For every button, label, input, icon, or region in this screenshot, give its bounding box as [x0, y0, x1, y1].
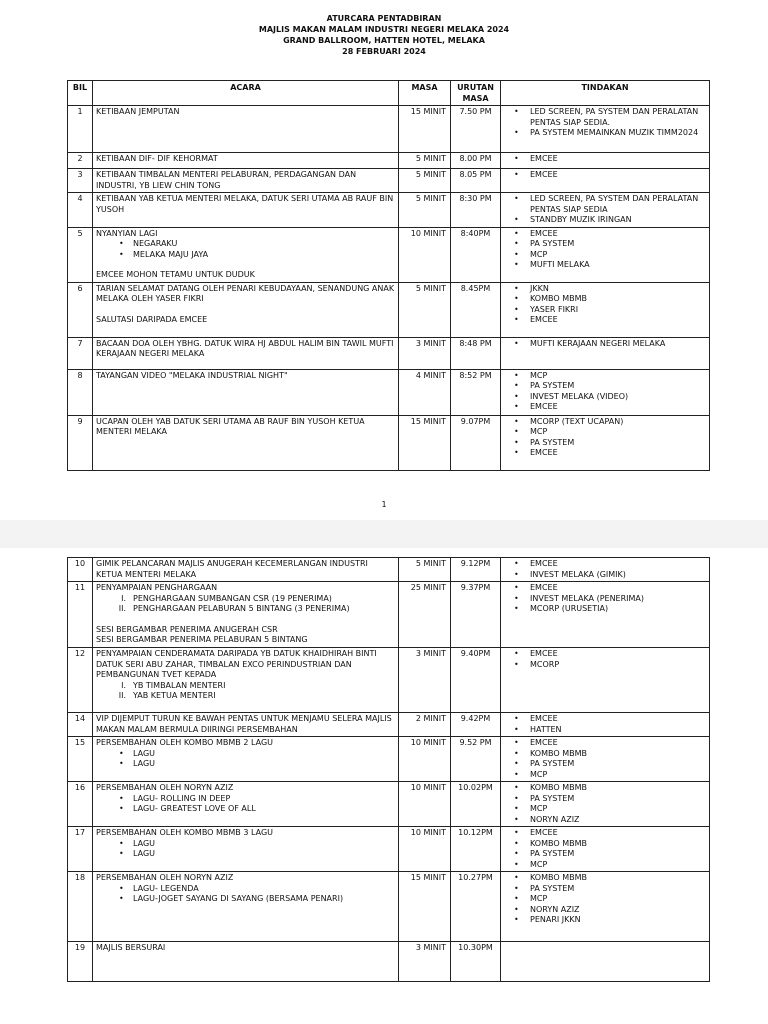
row-masa: 5 MINIT	[399, 153, 451, 169]
row-urutan: 9.42PM	[451, 713, 501, 737]
tindakan-list	[504, 371, 706, 413]
spacer	[96, 615, 395, 625]
row-acara	[93, 713, 399, 737]
row-masa: 3 MINIT	[399, 648, 451, 713]
tindakan-list	[504, 649, 706, 670]
row-bil: 17	[68, 827, 93, 872]
table-body-1	[68, 106, 710, 471]
tindakan-list	[504, 559, 706, 580]
acara-note: SALUTASI DARIPADA EMCEE	[96, 314, 208, 324]
acara-text: TAYANGAN VIDEO "MELAKA INDUSTRIAL NIGHT"	[96, 370, 288, 380]
acara-list-item: • LAGU- LEGENDA	[96, 884, 395, 895]
row-bil: 2	[68, 153, 93, 169]
row-bil: 16	[68, 782, 93, 827]
tindakan-item: • INVEST MELAKA (PENERIMA)	[504, 594, 706, 605]
tindakan-item: • MCP	[504, 371, 706, 382]
tindakan-list	[504, 229, 706, 271]
row-tindakan	[501, 827, 710, 872]
table-row	[68, 582, 710, 648]
col-header-tindakan: TINDAKAN	[501, 81, 710, 106]
tindakan-list	[504, 873, 706, 926]
row-acara	[93, 582, 399, 648]
tindakan-item: • YASER FIKRI	[504, 305, 706, 316]
tindakan-item: • JKKN	[504, 284, 706, 295]
item-number: II.	[118, 691, 126, 700]
tindakan-item: • EMCEE	[504, 828, 706, 839]
col-header-acara: ACARA	[93, 81, 399, 106]
tindakan-list	[504, 417, 706, 459]
acara-text: MAJLIS BERSURAI	[96, 943, 166, 952]
tindakan-item: • MCP	[504, 804, 706, 815]
row-masa: 25 MINIT	[399, 582, 451, 648]
row-masa: 10 MINIT	[399, 737, 451, 782]
row-bil: 14	[68, 713, 93, 737]
acara-list-item: • LAGU	[96, 839, 395, 850]
row-masa: 3 MINIT	[399, 942, 451, 982]
item-number: I.	[121, 593, 126, 603]
row-masa: 5 MINIT	[399, 558, 451, 582]
acara-text: KETIBAAN TIMBALAN MENTERI PELABURAN, PERDAGANGAN DAN INDUSTRI, YB LIEW CHIN TONG	[96, 170, 357, 190]
row-urutan: 8.45PM	[451, 282, 501, 337]
schedule-table-1	[67, 80, 710, 471]
item-number: I.	[121, 680, 126, 690]
col-header-urutan: URUTAN MASA	[451, 81, 501, 106]
row-urutan: 7.50 PM	[451, 106, 501, 153]
row-acara	[93, 337, 399, 369]
table-body-2	[68, 558, 710, 982]
tindakan-list	[504, 738, 706, 780]
table-row	[68, 558, 710, 582]
row-tindakan	[501, 782, 710, 827]
tindakan-item: • MUFTI MELAKA	[504, 260, 706, 271]
acara-text: KETIBAAN DIF- DIF KEHORMAT	[96, 154, 218, 163]
row-tindakan	[501, 713, 710, 737]
row-acara	[93, 737, 399, 782]
page-gap	[0, 520, 768, 548]
tindakan-item: • MCORP (TEXT UCAPAN)	[504, 417, 706, 428]
tindakan-item: • EMCEE	[504, 738, 706, 749]
tindakan-item: • INVEST MELAKA (GIMIK)	[504, 570, 706, 581]
tindakan-item: • EMCEE	[504, 170, 706, 181]
acara-note: EMCEE MOHON TETAMU UNTUK DUDUK	[96, 270, 255, 279]
tindakan-list	[504, 154, 706, 165]
tindakan-item: • EMCEE	[504, 448, 706, 459]
tindakan-item: • EMCEE	[504, 559, 706, 570]
row-acara	[93, 369, 399, 415]
row-urutan: 8.05 PM	[451, 169, 501, 193]
row-acara	[93, 782, 399, 827]
row-tindakan	[501, 558, 710, 582]
row-urutan: 8.00 PM	[451, 153, 501, 169]
acara-list	[96, 749, 395, 770]
row-bil: 12	[68, 648, 93, 713]
tindakan-item: • EMCEE	[504, 315, 706, 326]
tindakan-item: • MCP	[504, 427, 706, 438]
acara-text: PENYAMPAIAN CENDERAMATA DARIPADA YB DATUK KHAIDHIRAH BINTI DATUK SERI ABU ZAHAR, TIMBALAN EXCO PERINDUSTRIAN DAN PEMBANGUNAN TVET KEPADA	[96, 649, 377, 679]
tindakan-item: • EMCEE	[504, 649, 706, 660]
acara-text: KETIBAAN YAB KETUA MENTERI MELAKA, DATUK SERI UTAMA AB RAUF BIN YUSOH	[96, 194, 394, 214]
row-acara	[93, 827, 399, 872]
row-masa: 4 MINIT	[399, 369, 451, 415]
acara-numbered-item	[96, 594, 395, 605]
table-row	[68, 782, 710, 827]
row-urutan: 9.40PM	[451, 648, 501, 713]
acara-note: SESI BERGAMBAR PENERIMA ANUGERAH CSR	[96, 624, 278, 634]
acara-numbered-item	[96, 691, 395, 702]
acara-text: TARIAN SELAMAT DATANG OLEH PENARI KEBUDAYAAN, SENANDUNG ANAK MELAKA OLEH YASER FIKRI	[96, 283, 395, 303]
table-row	[68, 648, 710, 713]
acara-text: PERSEMBAHAN OLEH NORYN AZIZ	[96, 873, 234, 882]
acara-list	[96, 794, 395, 815]
acara-text: PERSEMBAHAN OLEH NORYN AZIZ	[96, 783, 234, 792]
row-masa: 3 MINIT	[399, 337, 451, 369]
acara-list	[96, 239, 395, 260]
tindakan-item: • MCORP	[504, 660, 706, 671]
tindakan-item: • PA SYSTEM	[504, 794, 706, 805]
tindakan-item: • MCP	[504, 894, 706, 905]
table-row	[68, 827, 710, 872]
acara-text: PENYAMPAIAN PENGHARGAAN	[96, 583, 218, 592]
acara-list-item: • LAGU-JOGET SAYANG DI SAYANG (BERSAMA PENARI)	[96, 894, 395, 905]
tindakan-item: • PENARI JKKN	[504, 915, 706, 926]
row-bil: 18	[68, 872, 93, 942]
tindakan-item: • PA SYSTEM	[504, 884, 706, 895]
table-row	[68, 737, 710, 782]
row-urutan: 8:52 PM	[451, 369, 501, 415]
acara-text: UCAPAN OLEH YAB DATUK SERI UTAMA AB RAUF BIN YUSOH KETUA MENTERI MELAKA	[96, 416, 365, 436]
acara-numbered-item	[96, 604, 395, 615]
spacer	[96, 260, 395, 270]
row-urutan: 10.02PM	[451, 782, 501, 827]
row-tindakan	[501, 737, 710, 782]
row-bil: 4	[68, 193, 93, 228]
tindakan-list	[504, 828, 706, 870]
tindakan-item: • MCORP (URUSETIA)	[504, 604, 706, 615]
acara-list-item: • LAGU	[96, 759, 395, 770]
tindakan-item: • LED SCREEN, PA SYSTEM DAN PERALATAN PENTAS SIAP SEDIA	[504, 194, 706, 215]
row-bil: 19	[68, 942, 93, 982]
tindakan-item: • KOMBO MBMB	[504, 294, 706, 305]
row-acara	[93, 106, 399, 153]
row-acara	[93, 415, 399, 470]
row-tindakan	[501, 193, 710, 228]
tindakan-list	[504, 339, 706, 350]
acara-list-item: • LAGU- GREATEST LOVE OF ALL	[96, 804, 395, 815]
acara-list	[96, 884, 395, 905]
row-tindakan	[501, 169, 710, 193]
row-urutan: 9.07PM	[451, 415, 501, 470]
acara-list	[96, 839, 395, 860]
row-masa: 10 MINIT	[399, 227, 451, 282]
acara-numbered-list	[96, 594, 395, 615]
row-masa: 5 MINIT	[399, 193, 451, 228]
header-line-1: ATURCARA PENTADBIRAN	[326, 14, 442, 23]
acara-list-item: • LAGU- ROLLING IN DEEP	[96, 794, 395, 805]
tindakan-list	[504, 583, 706, 615]
row-acara	[93, 193, 399, 228]
tindakan-item: • HATTEN	[504, 725, 706, 736]
tindakan-item: • PA SYSTEM	[504, 239, 706, 250]
row-bil: 7	[68, 337, 93, 369]
tindakan-item: • KOMBO MBMB	[504, 749, 706, 760]
tindakan-item: • KOMBO MBMB	[504, 839, 706, 850]
table-row	[68, 337, 710, 369]
row-acara	[93, 227, 399, 282]
tindakan-item: • EMCEE	[504, 714, 706, 725]
table-row	[68, 153, 710, 169]
acara-text: PERSEMBAHAN OLEH KOMBO MBMB 3 LAGU	[96, 828, 273, 837]
table-row	[68, 713, 710, 737]
row-tindakan	[501, 337, 710, 369]
row-acara	[93, 648, 399, 713]
row-tindakan	[501, 106, 710, 153]
table-row	[68, 227, 710, 282]
table-row	[68, 169, 710, 193]
row-bil: 1	[68, 106, 93, 153]
row-acara	[93, 872, 399, 942]
tindakan-item: • KOMBO MBMB	[504, 873, 706, 884]
tindakan-item: • NORYN AZIZ	[504, 815, 706, 826]
acara-list-item: • NEGARAKU	[96, 239, 395, 250]
row-urutan: 10.30PM	[451, 942, 501, 982]
acara-text: NYANYIAN LAGI	[96, 228, 158, 238]
tindakan-list	[504, 194, 706, 226]
row-urutan: 9.12PM	[451, 558, 501, 582]
header-line-3: GRAND BALLROOM, HATTEN HOTEL, MELAKA	[283, 36, 485, 45]
row-masa: 15 MINIT	[399, 415, 451, 470]
row-tindakan	[501, 227, 710, 282]
col-header-bil: BIL	[68, 81, 93, 106]
tindakan-item: • LED SCREEN, PA SYSTEM DAN PERALATAN PENTAS SIAP SEDIA.	[504, 107, 706, 128]
row-urutan: 9.37PM	[451, 582, 501, 648]
acara-list-item: • LAGU	[96, 849, 395, 860]
row-bil: 5	[68, 227, 93, 282]
tindakan-list	[504, 714, 706, 735]
acara-text: GIMIK PELANCARAN MAJLIS ANUGERAH KECEMERLANGAN INDUSTRI KETUA MENTERI MELAKA	[96, 559, 368, 579]
tindakan-list	[504, 284, 706, 326]
acara-list-item: • MELAKA MAJU JAYA	[96, 250, 395, 261]
table-row	[68, 106, 710, 153]
acara-numbered-item	[96, 681, 395, 692]
item-text: PENGHARGAAN PELABURAN 5 BINTANG (3 PENERIMA)	[133, 604, 350, 613]
row-bil: 11	[68, 582, 93, 648]
row-bil: 8	[68, 369, 93, 415]
table-row	[68, 282, 710, 337]
tindakan-list	[504, 170, 706, 181]
item-text: YB TIMBALAN MENTERI	[133, 680, 226, 690]
row-masa: 10 MINIT	[399, 827, 451, 872]
tindakan-item: • MUFTI KERAJAAN NEGERI MELAKA	[504, 339, 706, 350]
acara-text: VIP DIJEMPUT TURUN KE BAWAH PENTAS UNTUK MENJAMU SELERA MAJLIS MAKAN MALAM BERMULA DIIRINGI PERSEMBAHAN	[96, 714, 392, 734]
row-tindakan	[501, 942, 710, 982]
tindakan-item: • NORYN AZIZ	[504, 905, 706, 916]
tindakan-item: • PA SYSTEM	[504, 759, 706, 770]
row-masa: 10 MINIT	[399, 782, 451, 827]
table-header-row	[68, 81, 710, 106]
tindakan-item: • PA SYSTEM MEMAINKAN MUZIK TIMM2024	[504, 128, 706, 139]
acara-text: KETIBAAN JEMPUTAN	[96, 107, 180, 116]
page-number: 1	[381, 500, 387, 509]
tindakan-item: • EMCEE	[504, 229, 706, 240]
row-bil: 10	[68, 558, 93, 582]
row-tindakan	[501, 648, 710, 713]
row-acara	[93, 153, 399, 169]
tindakan-item: • MCP	[504, 860, 706, 871]
row-tindakan	[501, 153, 710, 169]
row-tindakan	[501, 872, 710, 942]
row-urutan: 8:40PM	[451, 227, 501, 282]
row-acara	[93, 169, 399, 193]
row-urutan: 10.12PM	[451, 827, 501, 872]
row-masa: 15 MINIT	[399, 106, 451, 153]
table-row	[68, 942, 710, 982]
tindakan-item: • MCP	[504, 770, 706, 781]
tindakan-item: • INVEST MELAKA (VIDEO)	[504, 392, 706, 403]
row-bil: 3	[68, 169, 93, 193]
row-urutan: 10.27PM	[451, 872, 501, 942]
row-masa: 5 MINIT	[399, 282, 451, 337]
row-tindakan	[501, 415, 710, 470]
col-header-masa: MASA	[399, 81, 451, 106]
row-masa: 15 MINIT	[399, 872, 451, 942]
row-acara	[93, 282, 399, 337]
table-row	[68, 872, 710, 942]
acara-text: BACAAN DOA OLEH YBHG. DATUK WIRA HJ ABDUL HALIM BIN TAWIL MUFTI KERAJAAN NEGERI MELAKA	[96, 338, 394, 358]
spacer	[96, 305, 395, 315]
item-text: YAB KETUA MENTERI	[133, 691, 216, 700]
tindakan-list	[504, 783, 706, 825]
acara-text: PERSEMBAHAN OLEH KOMBO MBMB 2 LAGU	[96, 738, 273, 747]
tindakan-item: • EMCEE	[504, 154, 706, 165]
acara-numbered-list	[96, 681, 395, 702]
item-number: II.	[118, 604, 126, 613]
row-bil: 6	[68, 282, 93, 337]
tindakan-item: • PA SYSTEM	[504, 381, 706, 392]
tindakan-item: • PA SYSTEM	[504, 849, 706, 860]
row-urutan: 8:48 PM	[451, 337, 501, 369]
header-line-4: 28 FEBRUARI 2024	[342, 47, 426, 56]
row-acara	[93, 942, 399, 982]
acara-note: SESI BERGAMBAR PENERIMA PELABURAN 5 BINTANG	[96, 635, 308, 644]
row-urutan: 8:30 PM	[451, 193, 501, 228]
header-line-2: MAJLIS MAKAN MALAM INDUSTRI NEGERI MELAKA 2024	[258, 25, 510, 34]
table-row	[68, 415, 710, 470]
row-tindakan	[501, 369, 710, 415]
tindakan-list	[504, 107, 706, 139]
schedule-table-2	[67, 557, 710, 982]
acara-list-item: • LAGU	[96, 749, 395, 760]
tindakan-item: • EMCEE	[504, 402, 706, 413]
row-tindakan	[501, 582, 710, 648]
item-text: PENGHARGAAN SUMBANGAN CSR (19 PENERIMA)	[133, 593, 332, 603]
table-row	[68, 369, 710, 415]
row-acara	[93, 558, 399, 582]
row-urutan: 9.52 PM	[451, 737, 501, 782]
document-page-2	[0, 548, 768, 1024]
tindakan-item: • STANDBY MUZIK IRINGAN	[504, 215, 706, 226]
tindakan-item: • EMCEE	[504, 583, 706, 594]
table-row	[68, 193, 710, 228]
row-bil: 9	[68, 415, 93, 470]
row-masa: 2 MINIT	[399, 713, 451, 737]
tindakan-item: • MCP	[504, 250, 706, 261]
row-bil: 15	[68, 737, 93, 782]
row-tindakan	[501, 282, 710, 337]
row-masa: 5 MINIT	[399, 169, 451, 193]
tindakan-item: • KOMBO MBMB	[504, 783, 706, 794]
document-header	[0, 0, 768, 57]
tindakan-item: • PA SYSTEM	[504, 438, 706, 449]
